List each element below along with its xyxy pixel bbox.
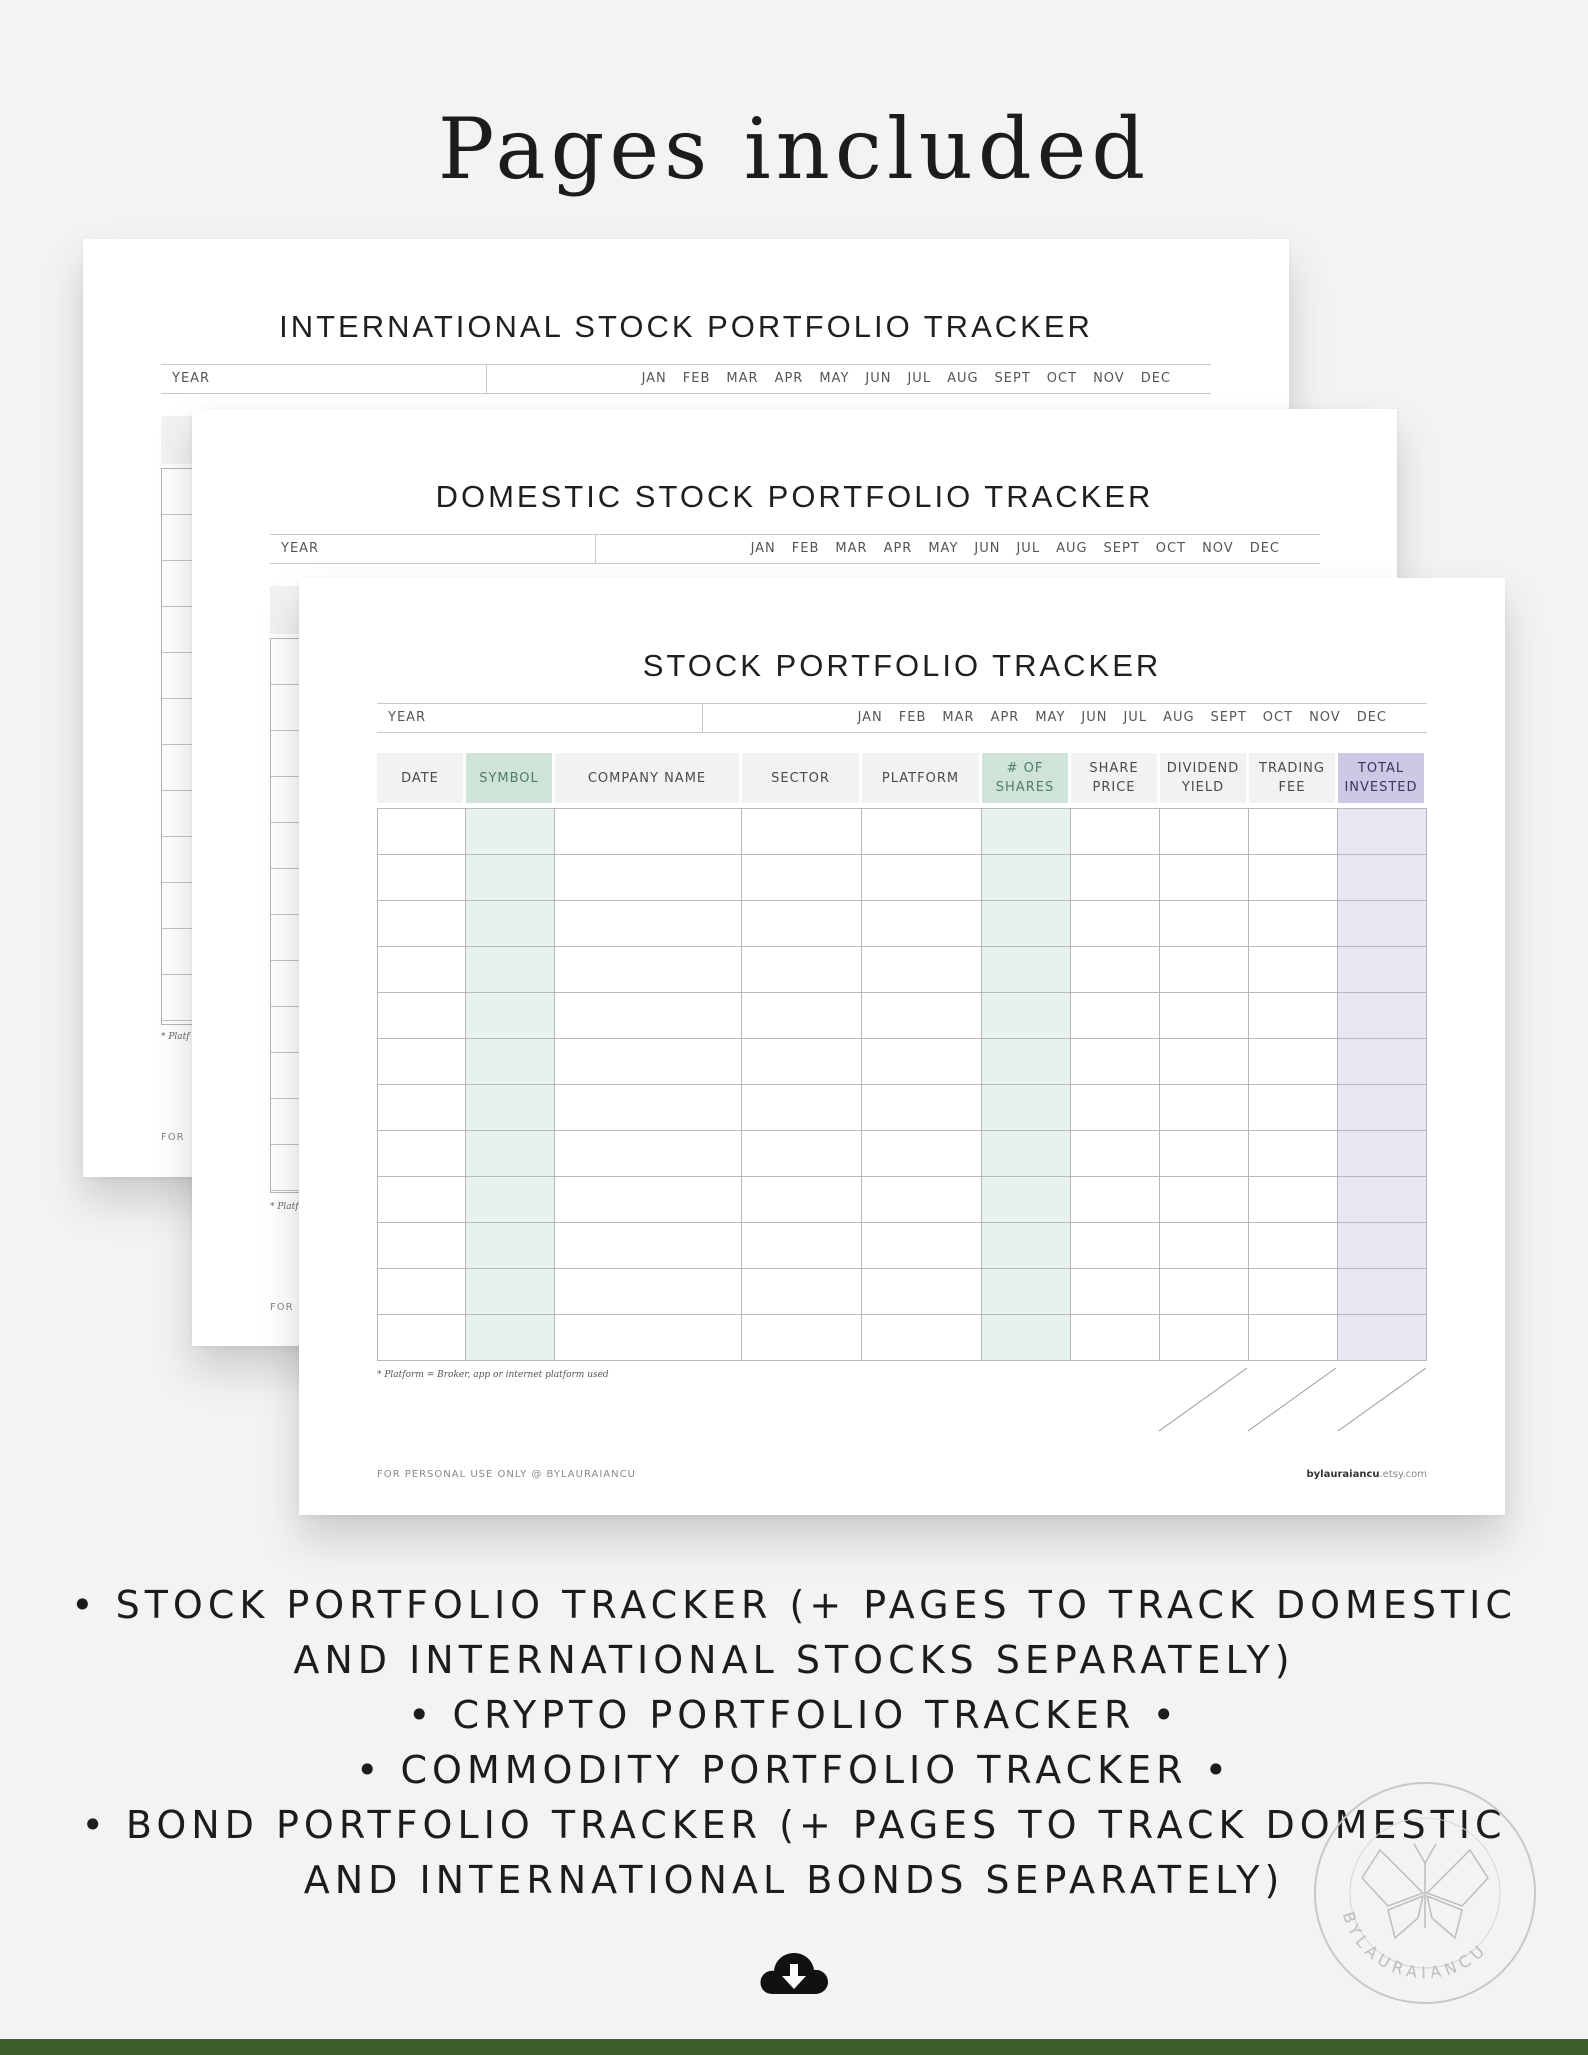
month-label: DEC <box>1356 710 1387 725</box>
month-list <box>735 541 1280 556</box>
cloud-download-icon[interactable] <box>757 1948 831 2000</box>
month-list <box>626 371 1171 386</box>
month-label: MAR <box>726 371 759 386</box>
month-label: AUG <box>1056 541 1088 556</box>
platform-note-fragment: * Platf <box>270 1202 299 1212</box>
col-platform: PLATFORM <box>862 753 982 803</box>
month-label: SEPT <box>1210 710 1247 725</box>
col-share-price: SHARE PRICE <box>1071 753 1160 803</box>
bullet-line: • BOND PORTFOLIO TRACKER (+ PAGES TO TRACK DOMESTIC <box>81 1803 1507 1847</box>
month-label: AUG <box>1163 710 1195 725</box>
month-label: AUG <box>947 371 979 386</box>
col-trading-fee: TRADING FEE <box>1249 753 1338 803</box>
month-label: FEB <box>898 710 927 725</box>
year-month-bar <box>161 364 1211 394</box>
footer-fragment: FOR <box>161 1132 185 1143</box>
month-label: APR <box>883 541 913 556</box>
bullet-line: AND INTERNATIONAL STOCKS SEPARATELY) <box>293 1638 1295 1682</box>
stock-tracker-sheet <box>299 578 1505 1515</box>
bullet-line: • CRYPTO PORTFOLIO TRACKER • <box>408 1693 1180 1737</box>
platform-note-fragment: * Platf <box>161 1032 190 1042</box>
col-dividend-yield: DIVIDEND YIELD <box>1160 753 1249 803</box>
stamp-text: BYLAURAIANCU <box>1338 1909 1492 1983</box>
international-sheet-title: INTERNATIONAL STOCK PORTFOLIO TRACKER <box>279 309 1093 344</box>
month-label: JAN <box>641 371 667 386</box>
month-label: NOV <box>1309 710 1341 725</box>
year-divider <box>595 535 596 563</box>
month-label: DEC <box>1140 371 1171 386</box>
month-label: SEPT <box>994 371 1031 386</box>
footer-fragment: FOR <box>270 1302 294 1313</box>
month-label: NOV <box>1093 371 1125 386</box>
month-label: JUL <box>907 371 932 386</box>
month-label: MAY <box>819 371 850 386</box>
bullet-line: • COMMODITY PORTFOLIO TRACKER • <box>356 1748 1232 1792</box>
main-sheet-title: STOCK PORTFOLIO TRACKER <box>642 648 1162 683</box>
month-label: JUN <box>1081 710 1108 725</box>
month-label: JAN <box>750 541 776 556</box>
month-label: FEB <box>682 371 711 386</box>
col-company-name: COMPANY NAME <box>555 753 742 803</box>
month-label: FEB <box>791 541 820 556</box>
shop-url-footer <box>1307 1469 1428 1480</box>
month-label: JUL <box>1123 710 1148 725</box>
summary-diagonal-lines <box>299 578 1505 1515</box>
bullet-line: • STOCK PORTFOLIO TRACKER (+ PAGES TO TRACK DOMESTIC <box>71 1583 1517 1627</box>
year-month-bar <box>270 534 1320 564</box>
year-label: YEAR <box>172 371 211 386</box>
month-label: OCT <box>1262 710 1294 725</box>
butterfly-logo-icon <box>1310 1778 1540 2008</box>
col-shares: # OF SHARES <box>982 753 1071 803</box>
month-label: JAN <box>857 710 883 725</box>
year-divider <box>486 365 487 393</box>
month-label: MAR <box>942 710 975 725</box>
month-label: MAY <box>928 541 959 556</box>
shop-domain: .etsy.com <box>1379 1469 1427 1480</box>
month-label: JUL <box>1016 541 1041 556</box>
page-heading: Pages included <box>437 100 1151 198</box>
year-label: YEAR <box>281 541 320 556</box>
month-label: DEC <box>1249 541 1280 556</box>
month-label: JUN <box>865 371 892 386</box>
platform-note: * Platform = Broker, app or internet platform used <box>377 1370 609 1380</box>
personal-use-footer: FOR PERSONAL USE ONLY @ BYLAURAIANCU <box>377 1469 636 1480</box>
col-date: DATE <box>377 753 466 803</box>
domestic-sheet-title: DOMESTIC STOCK PORTFOLIO TRACKER <box>435 479 1154 514</box>
col-symbol: SYMBOL <box>466 753 555 803</box>
shop-name: bylauraiancu <box>1306 1469 1380 1480</box>
month-label: MAY <box>1035 710 1066 725</box>
month-label: SEPT <box>1103 541 1140 556</box>
bottom-accent-bar <box>0 2039 1588 2055</box>
year-label: YEAR <box>388 710 427 725</box>
month-label: APR <box>774 371 804 386</box>
bullet-line: AND INTERNATIONAL BONDS SEPARATELY) <box>303 1858 1285 1902</box>
month-label: NOV <box>1202 541 1234 556</box>
month-label: MAR <box>835 541 868 556</box>
month-label: APR <box>990 710 1020 725</box>
col-total-invested: TOTAL INVESTED <box>1338 753 1427 803</box>
month-label: JUN <box>974 541 1001 556</box>
month-label: OCT <box>1046 371 1078 386</box>
col-sector: SECTOR <box>742 753 862 803</box>
month-label: OCT <box>1155 541 1187 556</box>
